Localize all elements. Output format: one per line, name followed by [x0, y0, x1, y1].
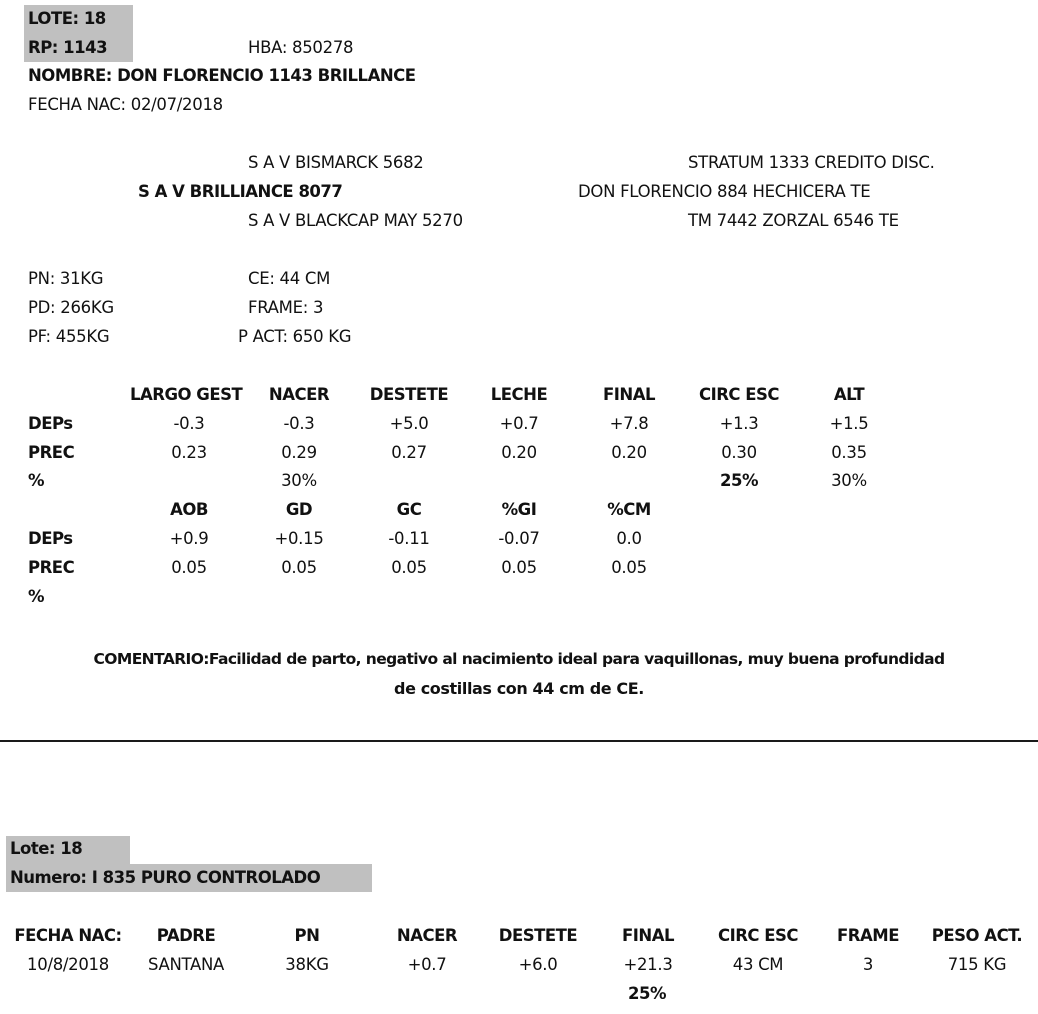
dep-value: +0.9: [169, 529, 209, 548]
header-gd: GD: [285, 500, 313, 519]
value-destete: +6.0: [518, 955, 558, 974]
pct-value: 30%: [281, 471, 317, 490]
pct-value: 30%: [831, 471, 867, 490]
prec-value: 0.35: [831, 443, 867, 462]
header-gc: GC: [396, 500, 422, 519]
value-peso-act: 715 KG: [947, 955, 1007, 974]
header-final: FINAL: [621, 926, 675, 945]
dep-value: +0.7: [499, 414, 539, 433]
prec-value: 0.30: [721, 443, 757, 462]
header-nacer: NACER: [396, 926, 458, 945]
header-largo-gest: LARGO GEST: [130, 385, 243, 404]
prec-value: 0.05: [391, 558, 427, 577]
section-divider: [0, 740, 1038, 742]
dam-dam: TM 7442 ZORZAL 6546 TE: [688, 211, 899, 230]
animal-name: NOMBRE: DON FLORENCIO 1143 BRILLANCE: [28, 66, 416, 85]
prec-value: 0.20: [501, 443, 537, 462]
header-aob: AOB: [170, 500, 208, 519]
value-final: +21.3: [623, 955, 673, 974]
header-gi: %GI: [501, 500, 537, 519]
prec-value: 0.27: [391, 443, 427, 462]
pd-value: PD: 266KG: [28, 298, 114, 317]
value-nacer: +0.7: [407, 955, 447, 974]
header-alt: ALT: [833, 385, 865, 404]
prec-value: 0.05: [611, 558, 647, 577]
prec-value: 0.05: [501, 558, 537, 577]
frame-value: FRAME: 3: [248, 298, 324, 317]
header-padre: PADRE: [156, 926, 216, 945]
row-label-deps: DEPs: [28, 414, 73, 433]
final-pct: 25%: [628, 984, 666, 1003]
header-pn: PN: [294, 926, 320, 945]
second-lote: Lote: 18: [10, 839, 83, 858]
pn-value: PN: 31KG: [28, 269, 104, 288]
hba-label: HBA: 850278: [248, 38, 354, 57]
dep-value: +1.5: [829, 414, 869, 433]
header-fecha-nac: FECHA NAC:: [14, 926, 122, 945]
header-cm: %CM: [607, 500, 651, 519]
rp-label: RP: 1143: [28, 38, 108, 57]
dep-value: +0.15: [274, 529, 324, 548]
dep-value: +5.0: [389, 414, 429, 433]
row-label-prec: PREC: [28, 443, 75, 462]
prec-value: 0.23: [171, 443, 207, 462]
comment-line-1: COMENTARIO:Facilidad de parto, negativo al nacimiento ideal para vaquillonas, muy buena profundidad: [93, 650, 945, 668]
dam-sire: STRATUM 1333 CREDITO DISC.: [688, 153, 935, 172]
comment-line-2: de costillas con 44 cm de CE.: [394, 679, 644, 698]
value-pn: 38KG: [285, 955, 329, 974]
row-label-pct: %: [28, 471, 45, 490]
second-numero: Numero: I 835 PURO CONTROLADO: [10, 868, 321, 887]
header-frame: FRAME: [837, 926, 899, 945]
comment: [20, 645, 1018, 703]
prec-value: 0.20: [611, 443, 647, 462]
row-label-pct: %: [28, 587, 45, 606]
pct-value: 25%: [720, 471, 758, 490]
sire: S A V BRILLIANCE 8077: [138, 182, 343, 201]
sire-sire: S A V BISMARCK 5682: [248, 153, 424, 172]
value-circ-esc: 43 CM: [732, 955, 784, 974]
dep-value: -0.11: [388, 529, 430, 548]
dep-value: -0.3: [283, 414, 315, 433]
dep-value: 0.0: [616, 529, 642, 548]
header-destete: DESTETE: [369, 385, 449, 404]
row-label-deps: DEPs: [28, 529, 73, 548]
header-circ-esc: CIRC ESC: [717, 926, 799, 945]
header-destete: DESTETE: [498, 926, 578, 945]
header-circ-esc: CIRC ESC: [698, 385, 780, 404]
header-final: FINAL: [602, 385, 656, 404]
dam: DON FLORENCIO 884 HECHICERA TE: [578, 182, 871, 201]
birth-date: FECHA NAC: 02/07/2018: [28, 95, 223, 114]
sire-dam: S A V BLACKCAP MAY 5270: [248, 211, 463, 230]
prec-value: 0.05: [171, 558, 207, 577]
row-label-prec: PREC: [28, 558, 75, 577]
value-padre: SANTANA: [147, 955, 225, 974]
dep-value: -0.07: [498, 529, 540, 548]
value-fecha-nac: 10/8/2018: [27, 955, 109, 974]
value-frame: 3: [862, 955, 874, 974]
prec-value: 0.29: [281, 443, 317, 462]
header-leche: LECHE: [490, 385, 548, 404]
dep-value: +1.3: [719, 414, 759, 433]
lote-label: LOTE: 18: [28, 9, 106, 28]
pact-value: P ACT: 650 KG: [238, 327, 352, 346]
header-nacer: NACER: [268, 385, 330, 404]
dep-value: -0.3: [173, 414, 205, 433]
header-peso-act: PESO ACT.: [931, 926, 1023, 945]
pf-value: PF: 455KG: [28, 327, 110, 346]
dep-value: +7.8: [609, 414, 649, 433]
ce-value: CE: 44 CM: [248, 269, 331, 288]
prec-value: 0.05: [281, 558, 317, 577]
